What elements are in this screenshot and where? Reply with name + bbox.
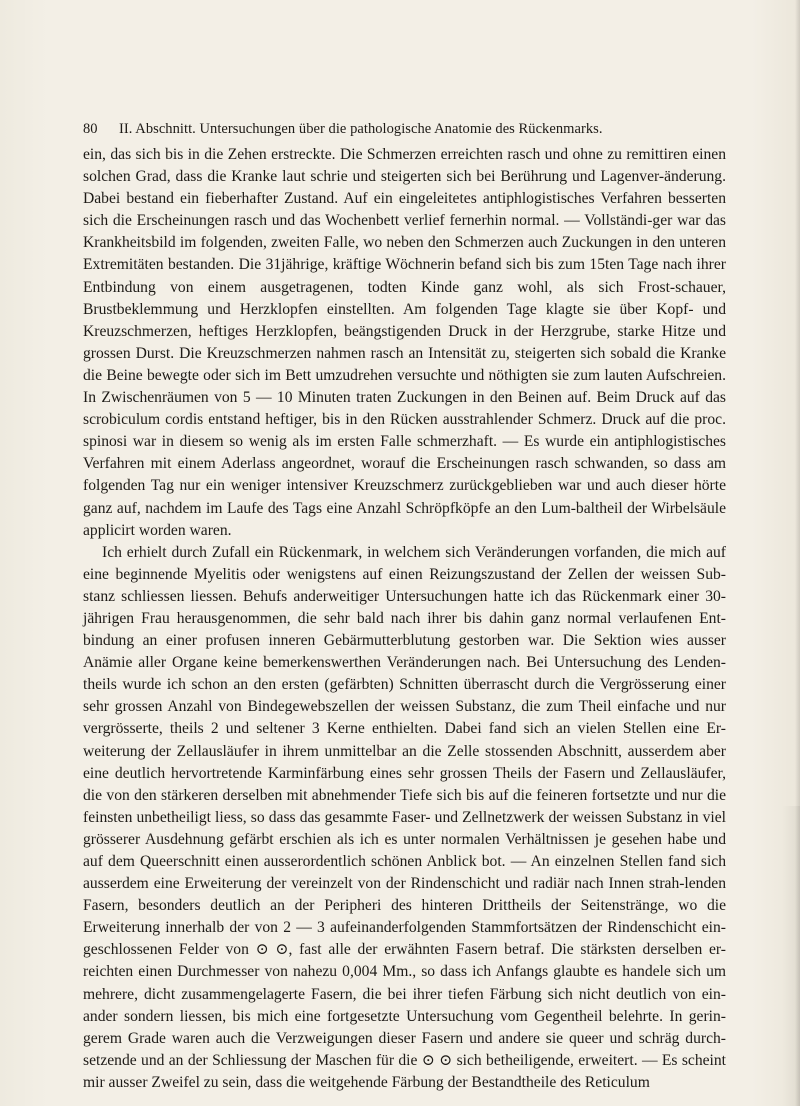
page-corner-shade <box>782 806 800 1106</box>
page-number: 80 <box>83 121 98 137</box>
running-head: II. Abschnitt. Untersuchungen über die pathologische Anatomie des Rückenmarks. <box>119 121 603 137</box>
paragraph-spinal-cord-findings: Ich erhielt durch Zufall ein Rückenmark, in welchem sich Veränderungen vorfanden, die mich auf eine beginnende Myelitis oder wenigstens auf einen Reizungszustand der Zellen der weissen Sub-stanz schliessen liessen. Behufs anderweitiger Untersuchungen hatte ich das Rückenmark einer 30-jährigen Frau herausgenommen, die sehr bald nach ihrer bis dahin ganz normal verlaufenen Ent-bindung an einer profusen inneren Gebärmutterblutung gestorben war. Die Sektion wies ausser Anämie aller Organe keine bemerkenswerthen Veränderungen nach. Bei Untersuchung des Lenden-theils wurde ich schon an den ersten (gefärbten) Schnitten überrascht durch die Vergrösserung einer sehr grossen Anzahl von Bindegewebszellen der weissen Substanz, die zum Theil einfache und nur vergrösserte, theils 2 und seltener 3 Kerne enthielten. Dabei fand sich an vielen Stellen eine Er-weiterung der Zellausläufer in ihrem unmittelbar an die Zelle stossenden Abschnitt, ausserdem aber eine deutlich hervortretende Karminfärbung eines sehr grossen Theils der Fasern und Zellausläufer, die von den stärkeren derselben mit abnehmender Tiefe sich bis auf die feineren fortsetzte und nur die feinsten unbetheiligt liess, so dass das gesammte Faser- und Zellnetzwerk der weissen Substanz in viel grösserer Ausdehnung gefärbt erschien als ich es unter normalen Verhältnissen je gesehen habe und auf dem Queerschnitt einen ausserordentlich schönen Anblick bot. — An einzelnen Stellen fand sich ausserdem eine Erweiterung der vereinzelt von der Rindenschicht und radiär nach Innen strah-lenden Fasern, besonders deutlich an der Peripheri des hinteren Drittheils der Seitenstränge, wo die Erweiterung innerhalb der von 2 — 3 aufeinanderfolgenden Stammfortsätzen der Rindenschicht ein-geschlossenen Felder von ⊙ ⊙, fast alle der erwähnten Fasern betraf. Die stärksten derselben er-reichten einen Durchmesser von nahezu 0,004 Mm., so dass ich Anfangs glaubte es handele sich um mehrere, dicht zusammengelagerte Fasern, die bei ihrer tiefen Färbung sich nicht deutlich von ein-ander sondern liessen, bis mich eine fortgesetzte Untersuchung vom Gegentheil belehrte. In gerin-gerem Grade waren auch die Verzweigungen dieser Fasern und andere sie queer und schräg durch-setzende und an der Schliessung der Maschen für die ⊙ ⊙ sich betheiligende, erweitert. — Es scheint mir ausser Zweifel zu sein, dass die weitgehende Färbung der Bestandtheile des Reticulum <box>83 543 726 1091</box>
page-header <box>83 117 726 141</box>
paragraph-case-report: ein, das sich bis in die Zehen erstreckte. Die Schmerzen erreichten rasch und ohne zu remittiren einen solchen Grad, dass die Kranke laut schrie und steigerten sich bei Berührung und Lagenver-änderung. Dabei bestand ein fieberhafter Zustand. Auf ein eingeleitetes antiphlogistisches Verfahren besserten sich die Erscheinungen rasch und das Wochenbett verlief fernerhin normal. — Vollständi-ger war das Krankheitsbild im folgenden, zweiten Falle, wo neben den Schmerzen auch Zuckungen in den unteren Extremitäten bestanden. Die 31jährige, kräftige Wöchnerin befand sich bis zum 15ten Tage nach ihrer Entbindung von einem ausgetragenen, todten Kinde ganz wohl, als sich Frost-schauer, Brustbeklemmung und Herzklopfen einstellten. Am folgenden Tage klagte sie über Kopf- und Kreuzschmerzen, heftiges Herzklopfen, beängstigenden Druck in der Herzgrube, starke Hitze und grossen Durst. Die Kreuzschmerzen nahmen rasch an Intensität zu, steigerten sich sobald die Kranke die Beine bewegte oder sich im Bett umzudrehen versuchte und nöthigten sie zum lauten Aufschreien. In Zwischenräumen von 5 — 10 Minuten traten Zuckungen in den Beinen auf. Beim Druck auf das scrobiculum cordis entstand heftiger, bis in den Rücken ausstrahlender Schmerz. Druck auf die proc. spinosi war in diesem so wenig als im ersten Falle schmerzhaft. — Es wurde ein antiphlogistisches Verfahren mit einem Aderlass angeordnet, worauf die Erscheinungen rasch schwanden, so dass am folgenden Tag nur ein weniger intensiver Kreuzschmerz zurückgeblieben war und auch dieser hörte ganz auf, nachdem im Laufe des Tags eine Anzahl Schröpfköpfe an den Lum-baltheil der Wirbelsäule applicirt worden waren. <box>83 146 726 539</box>
body-text <box>83 144 726 1094</box>
